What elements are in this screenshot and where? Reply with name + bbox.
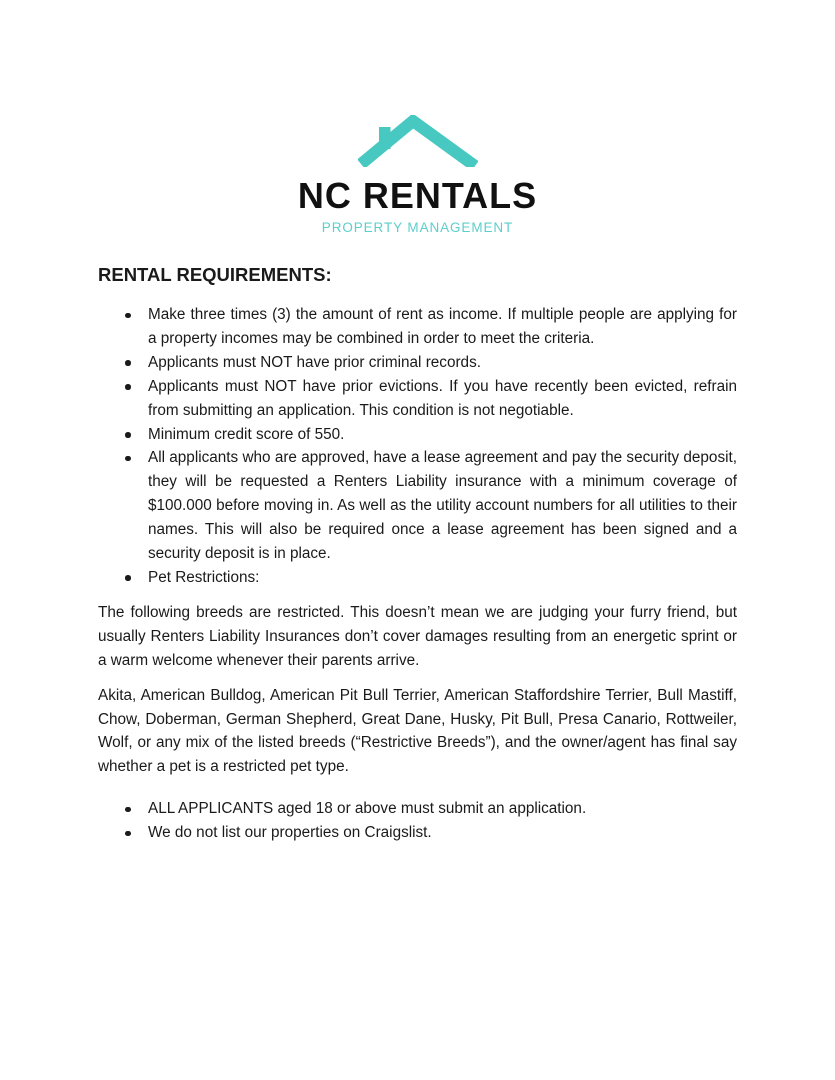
list-item: We do not list our properties on Craigslist. — [148, 821, 737, 845]
logo — [0, 115, 835, 237]
list-item: Minimum credit score of 550. — [148, 423, 737, 447]
house-roof-icon — [358, 115, 478, 167]
list-item: Applicants must NOT have prior evictions. If you have recently been evicted, refrain from submitting an application. This condition is not negotiable. — [148, 375, 737, 423]
list-item: Pet Restrictions: — [148, 566, 737, 590]
list-item: ALL APPLICANTS aged 18 or above must submit an application. — [148, 797, 737, 821]
logo-wordmark: NC RENTALS — [297, 175, 538, 216]
list-item: Make three times (3) the amount of rent as income. If multiple people are applying for a property incomes may be combined in order to meet the criteria. — [148, 303, 737, 351]
section-heading: RENTAL REQUIREMENTS: — [98, 264, 332, 285]
list-item: All applicants who are approved, have a lease agreement and pay the security deposit, they will be requested a Renters Liability insurance with a minimum coverage of $100.000 before moving in. As well as the utility account numbers for all utilities to their names. This will also be required once a lease agreement has been signed and a security deposit is in place. — [148, 446, 737, 566]
list-item: Applicants must NOT have prior criminal records. — [148, 351, 737, 375]
additional-requirements-list — [98, 797, 737, 845]
pet-policy-paragraph: The following breeds are restricted. This doesn’t mean we are judging your furry friend, but usually Renters Liability Insurances don’t cover damages resulting from an energetic sprint or a warm welcome whenever their parents arrive. — [98, 603, 737, 669]
requirements-list — [98, 303, 737, 590]
logo-subtitle: PROPERTY MANAGEMENT — [321, 220, 514, 235]
restricted-breeds-paragraph: Akita, American Bulldog, American Pit Bull Terrier, American Staffordshire Terrier, Bull Mastiff, Chow, Doberman, German Shepherd, Great Dane, Husky, Pit Bull, Presa Canario, Rottweiler, Wolf, or any mix of the listed breeds (“Restrictive Breeds”), and the owner/agent has final say whether a pet is a restricted pet type. — [98, 686, 737, 776]
document-body — [98, 263, 737, 845]
